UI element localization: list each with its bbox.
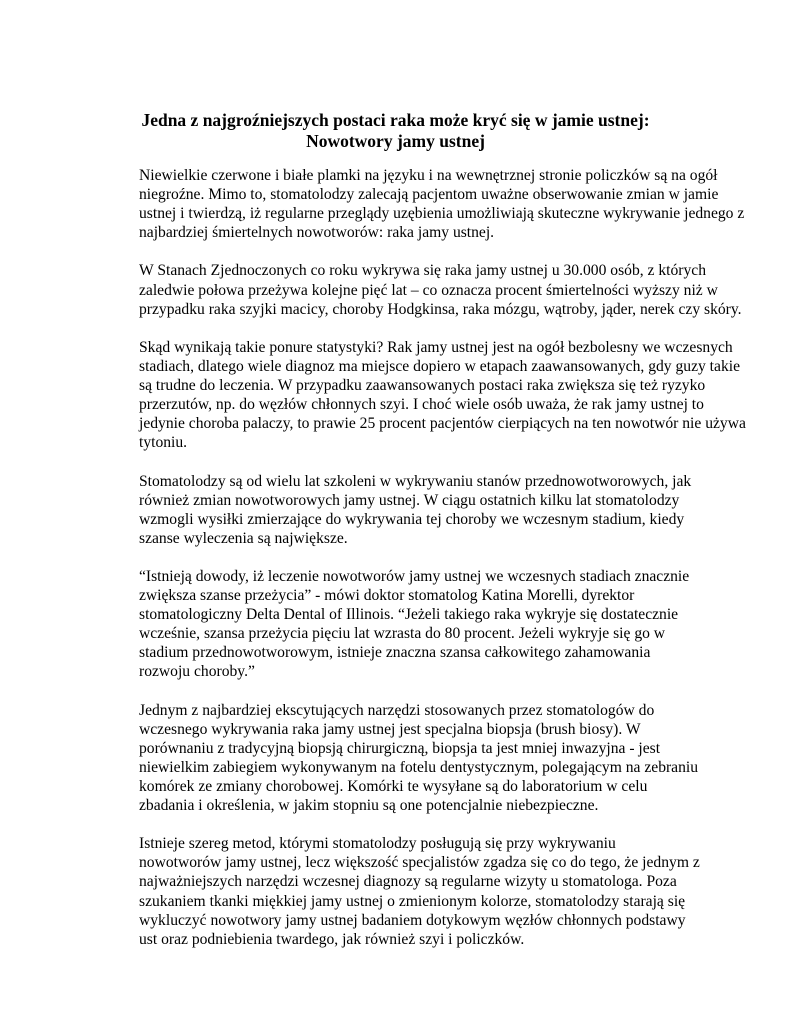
paragraph <box>139 834 779 949</box>
text-line: najbardziej śmiertelnych nowotworów: raka jamy ustnej. <box>139 224 495 242</box>
title-line: Nowotwory jamy ustnej <box>306 131 485 151</box>
text-line: przerzutów, np. do węzłów chłonnych szyi. I choć wiele osób uważa, że rak jamy ustnej to <box>139 396 704 414</box>
text-line: nowotworów jamy ustnej, lecz większość specjalistów zgadza się co do tego, że jednym z <box>139 854 700 872</box>
paragraph <box>139 567 779 682</box>
text-line: ustnej i twierdzą, iż regularne przeglądy uzębienia umożliwiają skuteczne wykrywanie jednego z <box>139 205 745 223</box>
text-line: niewielkim zabiegiem wykonywanym na fotelu dentystycznym, polegającym na zebraniu <box>139 758 699 776</box>
text-line: Skąd wynikają takie ponure statystyki? Rak jamy ustnej jest na ogół bezbolesny we wczesnych <box>139 338 733 356</box>
text-line: Stomatolodzy są od wielu lat szkoleni w wykrywaniu stanów przednowotworowych, jak <box>139 472 692 490</box>
text-line: wczesnego wykrywania raka jamy ustnej jest specjalna biopsja (brush biosy). W <box>139 720 641 738</box>
text-line: stadium przednowotworowym, istnieje znaczna szansa całkowitego zahamowania <box>139 644 651 662</box>
text-line: Jednym z najbardziej ekscytujących narzędzi stosowanych przez stomatologów do <box>139 701 655 719</box>
text-line: zwiększa szanse przeżycia” - mówi doktor stomatolog Katina Morelli, dyrektor <box>139 587 635 605</box>
text-line: jedynie choroba palaczy, to prawie 25 procent pacjentów cierpiących na ten nowotwór nie używa <box>139 415 746 433</box>
title-line: Jedna z najgroźniejszych postaci raka może kryć się w jamie ustnej: <box>141 110 650 130</box>
document-title <box>100 110 691 152</box>
text-line: zaledwie połowa przeżywa kolejne pięć lat – co oznacza procent śmiertelności wyższy niż w <box>139 281 718 299</box>
paragraph <box>139 261 779 318</box>
text-line: wzmogli wysiłki zmierzające do wykrywania tej choroby we wczesnym stadium, kiedy <box>139 510 685 528</box>
text-line: wcześnie, szansa przeżycia pięciu lat wzrasta do 80 procent. Jeżeli wykryje się go w <box>139 625 666 643</box>
text-line: przypadku raka szyjki macicy, choroby Hodgkinsa, raka mózgu, wątroby, jąder, nerek czy skóry. <box>139 300 742 318</box>
text-line: wykluczyć nowotwory jamy ustnej badaniem dotykowym węzłów chłonnych podstawy <box>139 911 686 929</box>
text-line: również zmian nowotworowych jamy ustnej. W ciągu ostatnich kilku lat stomatolodzy <box>139 491 680 509</box>
text-line: komórek ze zmiany chorobowej. Komórki te wysyłane są do laboratorium w celu <box>139 778 648 795</box>
text-line: rozwoju choroby.” <box>139 663 255 681</box>
text-line: stomatologiczny Delta Dental of Illinois. “Jeżeli takiego raka wykryje się dostatecznie <box>139 606 679 624</box>
text-line: niegroźne. Mimo to, stomatolodzy zalecają pacjentom uważne obserwowanie zmian w jamie <box>139 186 719 204</box>
text-line: “Istnieją dowody, iż leczenie nowotworów jamy ustnej we wczesnych stadiach znacznie <box>139 567 690 585</box>
paragraph <box>139 338 779 453</box>
text-line: porównaniu z tradycyjną biopsją chirurgiczną, biopsja ta jest mniej inwazyjna - jest <box>139 739 661 757</box>
text-line: są trudne do leczenia. W przypadku zaawansowanych postaci raka zwiększa się też ryzyko <box>139 377 706 395</box>
text-line: zbadania i określenia, w jakim stopniu są one potencjalnie niebezpieczne. <box>139 797 599 815</box>
text-line: najważniejszych narzędzi wczesnej diagnozy są regularne wizyty u stomatologa. Poza <box>139 873 677 891</box>
paragraph <box>139 472 779 548</box>
text-line: W Stanach Zjednoczonych co roku wykrywa się raka jamy ustnej u 30.000 osób, z których <box>139 262 707 280</box>
text-line: ust oraz podniebienia twardego, jak również szyi i policzków. <box>139 930 525 948</box>
text-line: tytoniu. <box>139 434 188 452</box>
text-line: Istnieje szereg metod, którymi stomatolodzy posługują się przy wykrywaniu <box>139 835 616 853</box>
document-body <box>139 166 779 968</box>
text-line: szanse wyleczenia są największe. <box>139 529 348 547</box>
text-line: stadiach, dlatego wiele diagnoz ma miejsce dopiero w etapach zaawansowanych, gdy guzy takie <box>139 357 740 375</box>
paragraph <box>139 701 779 816</box>
text-line: Niewielkie czerwone i białe plamki na języku i na wewnętrznej stronie policzków są na ogół <box>139 167 718 184</box>
text-line: szukaniem tkanki miękkiej jamy ustnej o zmienionym kolorze, stomatolodzy starają się <box>139 892 686 910</box>
paragraph <box>139 166 779 242</box>
